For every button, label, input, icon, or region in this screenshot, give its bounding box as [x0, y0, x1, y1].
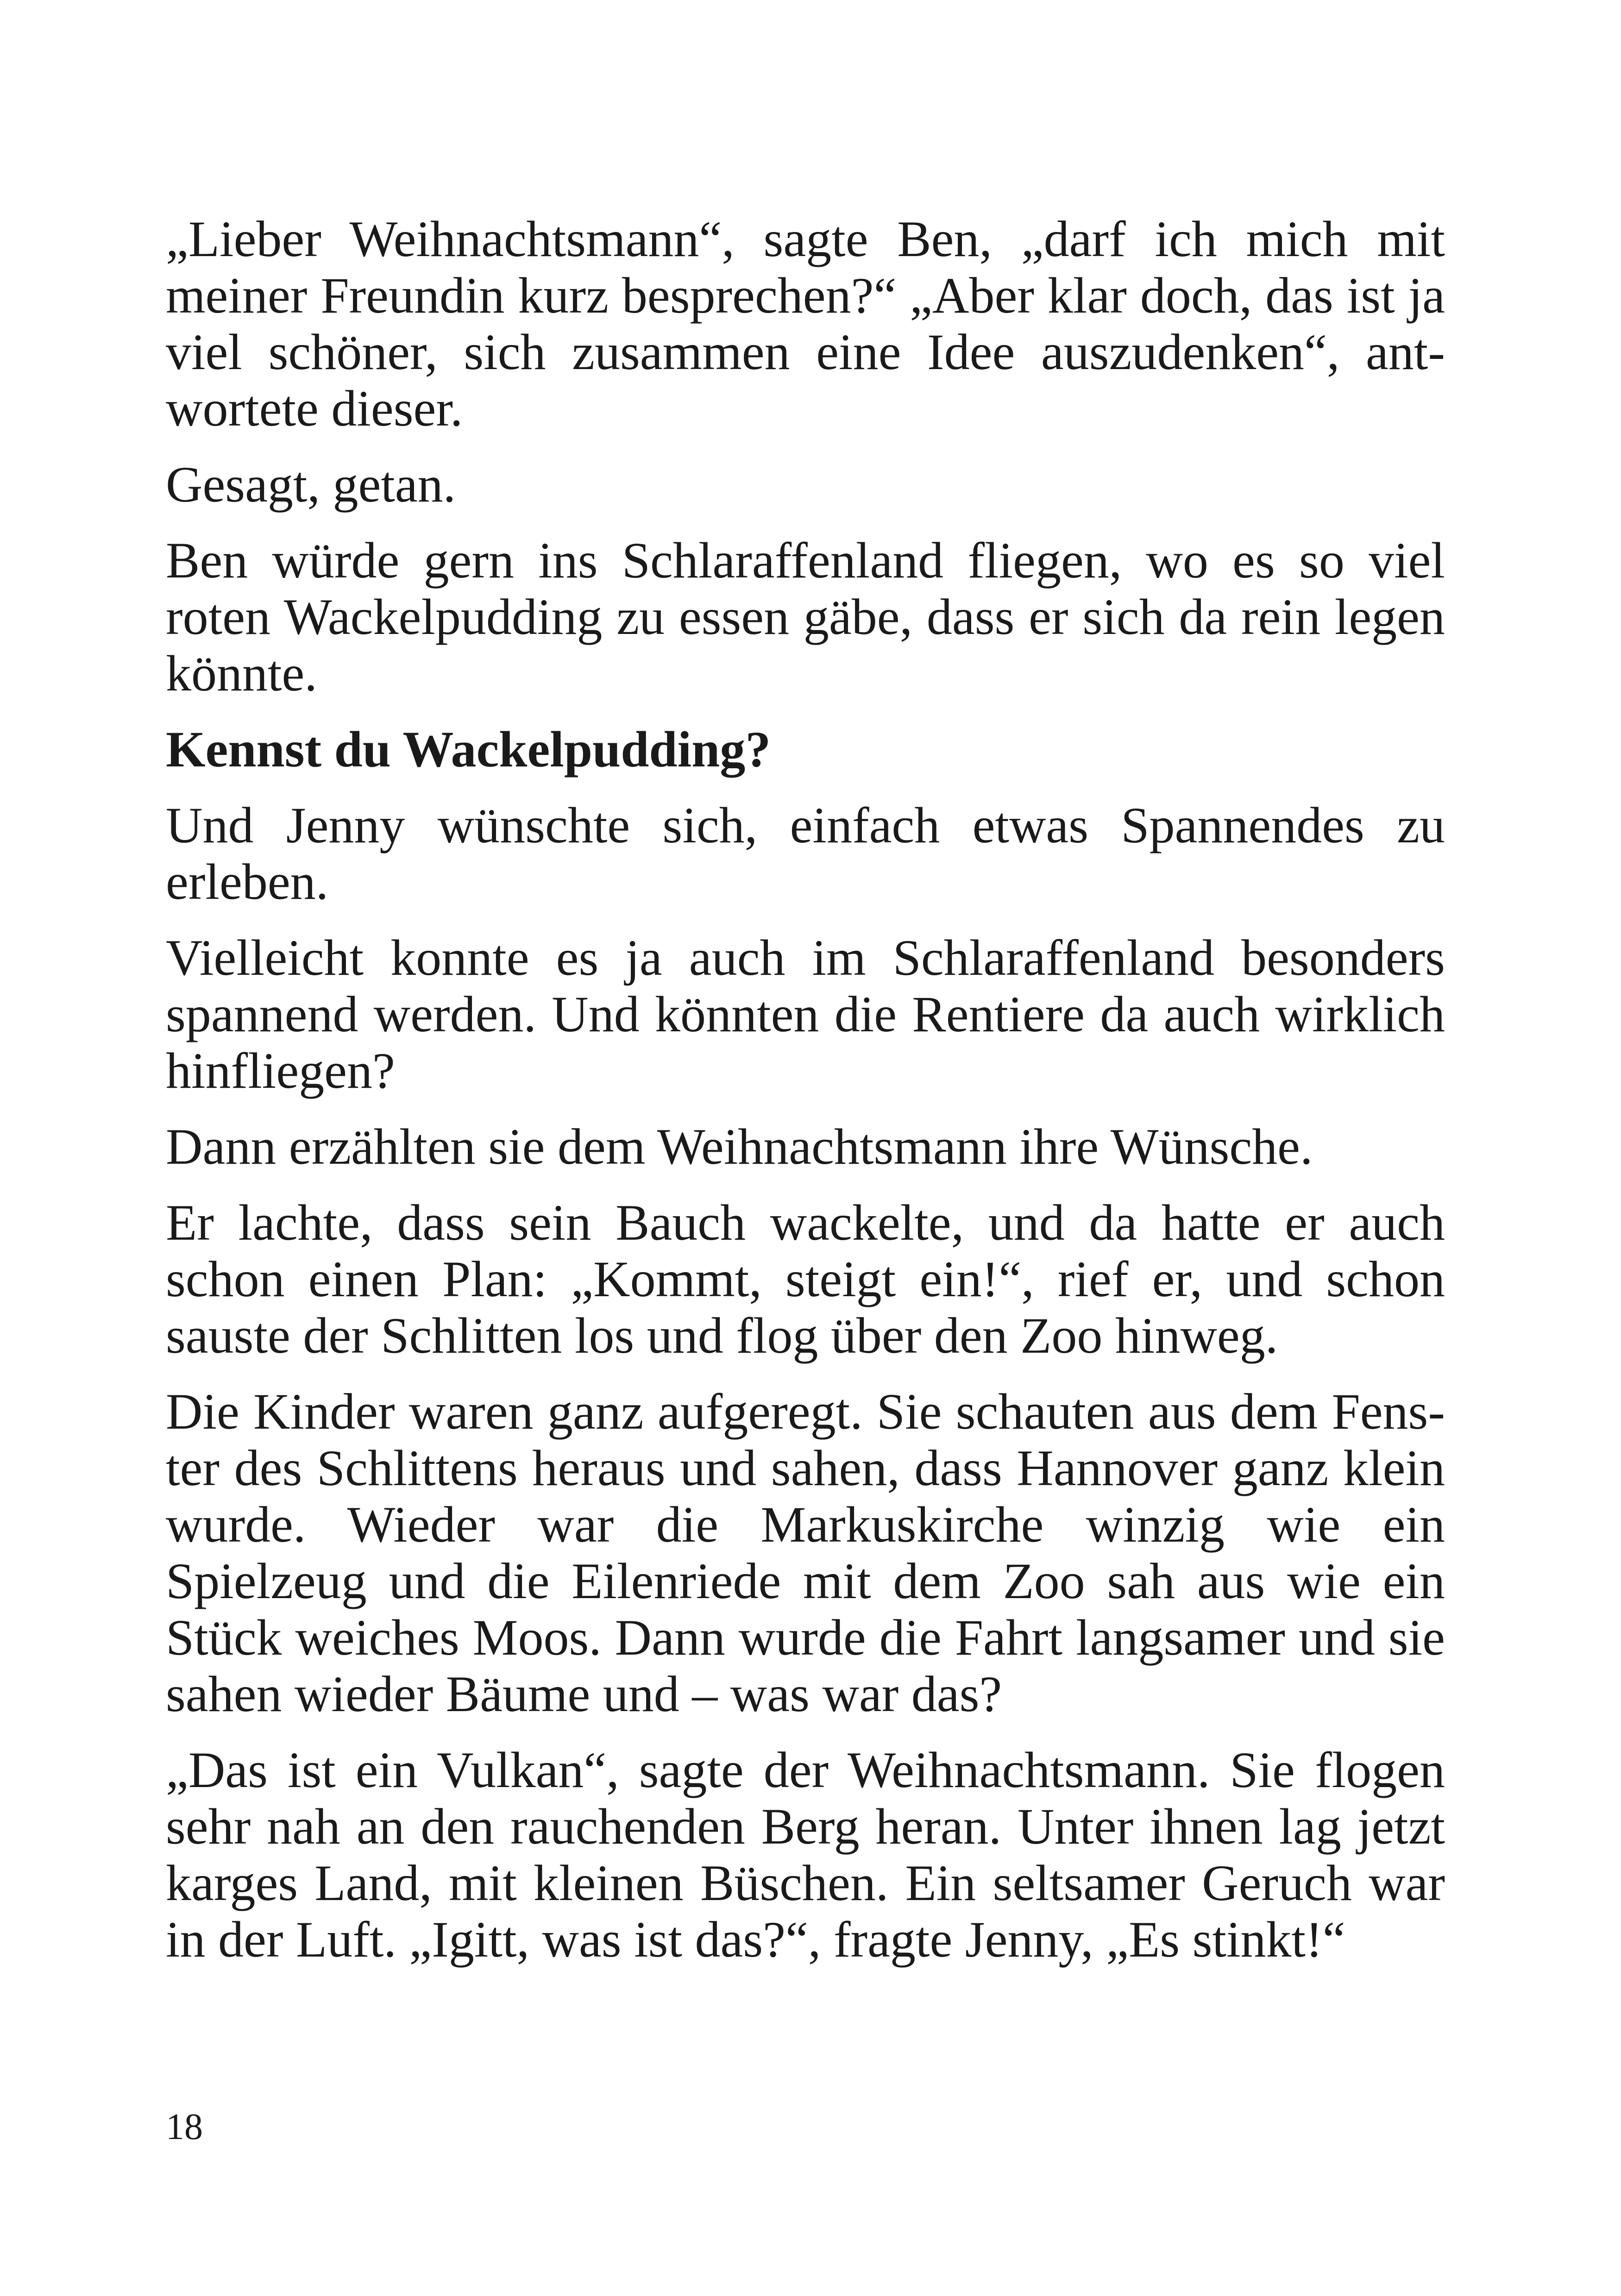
body-text: [166, 211, 1445, 1987]
paragraph: Gesagt, getan.: [166, 456, 456, 513]
paragraph: Die Kinder waren ganz aufgeregt. Sie schauten aus dem Fenster des Schlittens heraus und sahen, dass Hannover ganz klein wurde. Wieder war die Markuskirche winzig wie ein Spielzeug und die Eilenriede mit dem Zoo sah aus wie ein Stück weiches Moos. Dann wurde die Fahrt langsamer und sie sahen wieder Bäume und – was war das?: [166, 1383, 1445, 1722]
paragraph: Vielleicht konnte es ja auch im Schlaraffenland besonders spannend werden. Und könnten die Rentiere da auch wirklich hinfliegen?: [166, 929, 1445, 1099]
paragraph: „Das ist ein Vulkan“, sagte der Weihnachtsmann. Sie flogen sehr nah an den rauchenden Berg heran. Unter ihnen lag jetzt karges Land, mit kleinen Büschen. Ein seltsamer Geruch war in der Luft. „Igitt, was ist das?“, fragte Jenny, „Es stinkt!“: [166, 1742, 1445, 1968]
paragraph: Ben würde gern ins Schlaraffenland fliegen, wo es so viel roten Wackelpudding zu essen gäbe, dass er sich da rein legen könnte.: [166, 532, 1445, 702]
paragraph: Er lachte, dass sein Bauch wackelte, und da hatte er auch schon einen Plan: „Kommt, steigt ein!“, rief er, und schon sauste der Schlitten los und flog über den Zoo hinweg.: [166, 1194, 1445, 1364]
paragraph: Dann erzählten sie dem Weihnachtsmann ihre Wünsche.: [166, 1118, 1313, 1175]
bold-question: Kennst du Wackelpudding?: [166, 721, 771, 778]
page-number: 18: [166, 2107, 203, 2147]
paragraph: „Lieber Weihnachtsmann“, sagte Ben, „darf ich mich mit meiner Freundin kurz besprechen?“ „Aber klar doch, das ist ja viel schöner, sich zusammen eine Idee auszudenken“, antwortete dieser.: [166, 211, 1445, 437]
paragraph: Und Jenny wünschte sich, einfach etwas Spannendes zu erleben.: [166, 797, 1445, 910]
